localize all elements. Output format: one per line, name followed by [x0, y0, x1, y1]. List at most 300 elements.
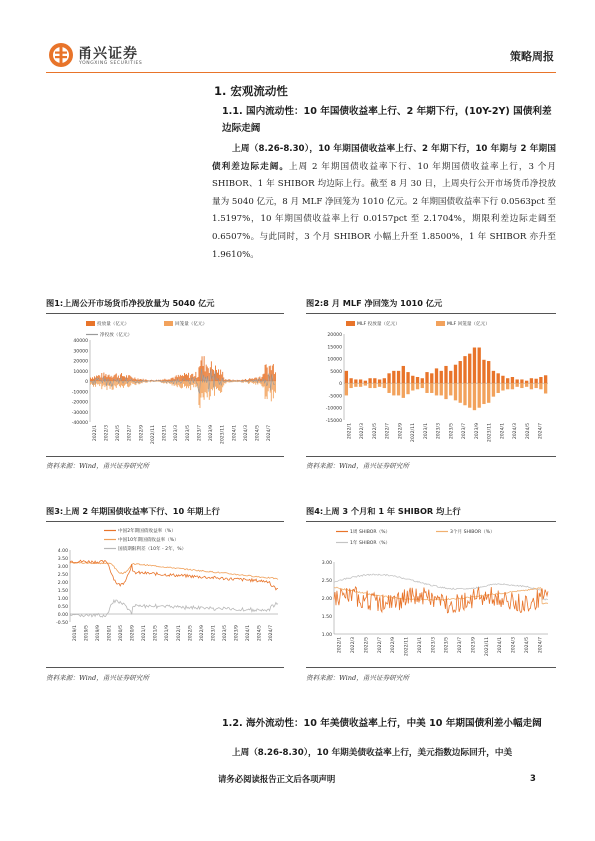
- withdrawal-bar: [244, 381, 245, 382]
- y-tick-label: 3.00: [57, 565, 68, 570]
- y-tick-label: 1.50: [321, 615, 332, 620]
- x-tick-label: 2020/1: [107, 625, 113, 642]
- x-tick-label: 2024/1: [246, 625, 252, 642]
- mlf-inflow-bar: [449, 371, 452, 383]
- withdrawal-bar: [269, 381, 270, 388]
- injection-bar: [90, 378, 91, 381]
- withdrawal-bar: [263, 381, 264, 387]
- mlf-outflow-bar: [349, 383, 352, 388]
- y-tick-label: 2.00: [57, 581, 68, 586]
- x-tick-label: 2022/5: [188, 625, 194, 642]
- x-tick-label: 2022/5: [116, 425, 122, 442]
- injection-bar: [166, 380, 167, 381]
- mlf-inflow-bar: [411, 376, 414, 383]
- x-tick-label: 2023/3: [174, 425, 180, 442]
- mlf-outflow-bar: [387, 383, 390, 393]
- x-tick-label: 2023/3: [431, 637, 437, 654]
- y-tick-label: 1.00: [57, 597, 68, 602]
- x-tick-label: 2022/9: [391, 637, 397, 654]
- mlf-inflow-bar: [520, 379, 523, 383]
- x-tick-label: 2023/5: [449, 423, 455, 440]
- injection-bar: [247, 380, 248, 381]
- page-header: [46, 40, 556, 70]
- mlf-outflow-bar: [525, 383, 528, 387]
- x-tick-label: 2022/3: [360, 423, 366, 440]
- mlf-outflow-bar: [425, 383, 428, 393]
- withdrawal-bar: [202, 381, 203, 393]
- y-tick-label: -10000: [325, 406, 342, 412]
- x-tick-label: 2023/1: [211, 625, 217, 642]
- figure-3-title: 图3:上周 2 年期国债收益率下行、10 年期上行: [46, 506, 220, 516]
- withdrawal-bar: [249, 381, 250, 383]
- legend-label: 国债期限利差（10年 - 2年，%）: [118, 547, 187, 552]
- withdrawal-bar: [191, 381, 192, 385]
- term-spread-line: [70, 600, 278, 617]
- report-type: 策略周报: [510, 50, 554, 63]
- figure-1-rule: [46, 313, 284, 314]
- withdrawal-bar: [129, 381, 130, 386]
- y-tick-label: 15000: [327, 345, 342, 351]
- mlf-outflow-bar: [416, 383, 419, 389]
- mlf-inflow-bar: [378, 379, 381, 383]
- x-tick-label: 2024/7: [538, 637, 544, 654]
- legend-swatch: [86, 321, 95, 326]
- x-tick-label: 2023/11: [220, 425, 226, 445]
- x-tick-label: 2024/5: [257, 625, 263, 642]
- x-tick-label: 2022/1: [347, 423, 353, 440]
- mlf-outflow-bar: [468, 383, 471, 408]
- withdrawal-bar: [115, 381, 116, 386]
- withdrawal-bar: [183, 381, 184, 384]
- injection-bar: [196, 378, 197, 381]
- mlf-outflow-bar: [383, 383, 386, 388]
- mlf-inflow-bar: [492, 371, 495, 383]
- mlf-inflow-bar: [440, 371, 443, 383]
- section-heading: 1. 宏观流动性: [214, 84, 288, 98]
- withdrawal-bar: [158, 381, 159, 382]
- mlf-inflow-bar: [364, 381, 367, 383]
- withdrawal-bar: [215, 381, 216, 387]
- mlf-inflow-bar: [368, 378, 371, 383]
- mlf-inflow-bar: [435, 368, 438, 383]
- mlf-inflow-bar: [359, 379, 362, 383]
- injection-bar: [139, 380, 140, 381]
- legend-swatch: [346, 321, 355, 326]
- legend-label: 中国10年期国债收益率（%）: [118, 538, 179, 543]
- mlf-outflow-bar: [506, 383, 509, 389]
- injection-bar: [266, 364, 267, 381]
- injection-bar: [162, 380, 163, 381]
- injection-bar: [110, 377, 111, 381]
- y-tick-label: -20000: [71, 400, 88, 406]
- injection-bar: [134, 377, 135, 381]
- withdrawal-bar: [194, 381, 195, 384]
- injection-bar: [220, 370, 221, 381]
- x-tick-label: 2022/7: [385, 423, 391, 440]
- mlf-outflow-bar: [539, 383, 542, 389]
- mlf-outflow-bar: [406, 383, 409, 394]
- mlf-inflow-bar: [487, 361, 490, 383]
- withdrawal-bar: [255, 381, 256, 385]
- x-tick-label: 2023/9: [471, 637, 477, 654]
- brand-name: 甬兴证券: [78, 46, 138, 62]
- mlf-outflow-bar: [440, 383, 443, 395]
- x-tick-label: 2023/7: [458, 637, 464, 654]
- withdrawal-bar: [204, 381, 205, 400]
- mlf-inflow-bar: [406, 372, 409, 383]
- mlf-outflow-bar: [492, 383, 495, 397]
- injection-bar: [184, 373, 185, 381]
- x-tick-label: 2024/5: [525, 423, 531, 440]
- withdrawal-bar: [272, 381, 273, 390]
- x-tick-label: 2022/5: [364, 637, 370, 654]
- figure-4-rule: [306, 521, 556, 522]
- withdrawal-bar: [151, 381, 152, 382]
- mlf-inflow-bar: [397, 371, 400, 383]
- y-tick-label: 0: [339, 382, 342, 388]
- mlf-outflow-bar: [368, 383, 371, 388]
- injection-bar: [127, 378, 128, 381]
- paragraph-lead: 上周（8.26-8.30），10 年期国债收益率上行、2 年期下行，10 年期与 2 年期国债利差边际走阔。: [212, 144, 556, 172]
- x-tick-label: 2022/9: [398, 423, 404, 440]
- mlf-inflow-bar: [454, 365, 457, 383]
- withdrawal-bar: [265, 381, 266, 399]
- y-tick-label: 5000: [330, 369, 342, 375]
- mlf-outflow-bar: [482, 383, 485, 404]
- x-tick-label: 2024/1: [498, 637, 504, 654]
- x-tick-label: 2022/3: [104, 425, 110, 442]
- injection-bar: [179, 376, 180, 381]
- mlf-outflow-bar: [473, 383, 476, 410]
- mlf-outflow-bar: [373, 383, 376, 388]
- mlf-inflow-bar: [354, 379, 357, 383]
- mlf-inflow-bar: [459, 361, 462, 383]
- x-tick-label: 2021/5: [153, 625, 159, 642]
- mlf-inflow-bar: [482, 360, 485, 383]
- y-tick-label: 20000: [73, 359, 88, 365]
- mlf-inflow-bar: [534, 379, 537, 383]
- withdrawal-bar: [131, 381, 132, 383]
- mlf-outflow-bar: [392, 383, 395, 395]
- withdrawal-bar: [99, 381, 100, 386]
- injection-bar: [122, 376, 123, 381]
- withdrawal-bar: [121, 381, 122, 385]
- injection-bar: [181, 376, 182, 381]
- injection-bar: [172, 378, 173, 381]
- figure-3-source: 资料来源：Wind，甬兴证券研究所: [46, 674, 149, 682]
- mlf-outflow-bar: [478, 383, 481, 408]
- legend-swatch: [436, 321, 445, 326]
- withdrawal-bar: [212, 381, 213, 390]
- injection-bar: [241, 380, 242, 381]
- page-number: 3: [530, 773, 536, 783]
- y-tick-label: 3.50: [57, 557, 68, 562]
- mlf-inflow-bar: [392, 371, 395, 383]
- x-tick-label: 2024/1: [500, 423, 506, 440]
- y-tick-label: 1.50: [57, 589, 68, 594]
- shibor-1w-line: [334, 587, 548, 613]
- paragraph-body: 上周 2 年期国债收益率下行、10 年期国债收益率上行，3 个月 SHIBOR、1 年 SHIBOR 均边际上行。截至 8 月 30 日，上周央行公开市场货币净投放量为 5040 亿元，8 月 MLF 净回笼为 1010 亿元。2 年期国债收益率下行 0.0563pct 至 1.5197%，10 年期国债收益率上行 0.0157pct 至 2.1704%，期限利差边际走阔至 0.6507%。与此同时，3 个月 SHIBOR 小幅上升至 1.8500%，1 年 SHIBOR 亦升至 1.9610%。: [212, 161, 556, 260]
- x-tick-label: 2022/9: [199, 625, 205, 642]
- withdrawal-bar: [206, 381, 207, 393]
- injection-bar: [169, 379, 170, 381]
- x-tick-label: 2022/11: [411, 423, 417, 443]
- injection-bar: [262, 377, 263, 381]
- withdrawal-bar: [250, 381, 251, 382]
- legend-label: MLF 投放量（亿元）: [357, 322, 400, 327]
- mlf-inflow-bar: [387, 373, 390, 383]
- x-tick-label: 2023/3: [436, 423, 442, 440]
- withdrawal-bar: [98, 381, 99, 384]
- mlf-outflow-bar: [421, 383, 424, 388]
- mlf-inflow-bar: [506, 378, 509, 383]
- x-tick-label: 2023/5: [223, 625, 228, 642]
- withdrawal-bar: [207, 381, 208, 397]
- withdrawal-bar: [216, 381, 217, 389]
- injection-bar: [165, 379, 166, 381]
- y-tick-label: 2.50: [321, 579, 332, 584]
- y-tick-label: -15000: [325, 419, 342, 424]
- injection-bar: [189, 378, 190, 381]
- y-tick-label: 0.50: [57, 605, 68, 610]
- withdrawal-bar: [227, 381, 228, 382]
- figure-4-bottom-rule: [306, 667, 556, 668]
- x-tick-label: 2022/9: [139, 425, 145, 442]
- injection-bar: [209, 373, 210, 381]
- x-tick-label: 2024/7: [269, 625, 275, 642]
- x-tick-label: 2024/1: [232, 425, 238, 442]
- withdrawal-bar: [108, 381, 109, 385]
- withdrawal-bar: [222, 381, 223, 387]
- legend-label: 净投放（亿元）: [100, 333, 133, 338]
- mlf-outflow-bar: [397, 383, 400, 395]
- injection-bar: [273, 364, 274, 381]
- injection-bar: [180, 375, 181, 381]
- footer-disclaimer: 请务必阅读报告正文后各项声明: [218, 774, 336, 784]
- x-tick-label: 2020/5: [119, 625, 124, 642]
- subsection-heading: 1.1. 国内流动性：10 年国债收益率上行、2 年期下行，(10Y-2Y) 国债利差边际走阔: [222, 106, 552, 134]
- mlf-outflow-bar: [454, 383, 457, 400]
- y-tick-label: 4.00: [57, 549, 68, 554]
- injection-bar: [119, 378, 120, 381]
- injection-bar: [146, 380, 147, 381]
- injection-bar: [123, 376, 124, 381]
- injection-bar: [274, 374, 275, 381]
- x-tick-label: 2019/9: [95, 625, 101, 642]
- mlf-inflow-bar: [525, 381, 528, 383]
- brand-name-en: YONGXING SECURITIES: [79, 61, 143, 66]
- x-tick-label: 2022/3: [351, 637, 357, 654]
- y-tick-label: 2.50: [57, 573, 68, 578]
- withdrawal-bar: [274, 381, 275, 391]
- injection-bar: [153, 380, 154, 381]
- y-tick-label: 0: [85, 380, 88, 385]
- withdrawal-bar: [186, 381, 187, 388]
- x-tick-label: 2022/1: [92, 425, 98, 442]
- x-tick-label: 2022/11: [150, 425, 156, 445]
- x-tick-label: 2021/1: [142, 625, 148, 642]
- paragraph-2-lead: 上周（8.26-8.30），10 年期美债收益率上行，美元指数边际回升，中美: [232, 748, 513, 758]
- figure-2-source: 资料来源：Wind，甬兴证券研究所: [306, 462, 409, 470]
- mlf-inflow-bar: [516, 379, 519, 383]
- mlf-inflow-bar: [511, 377, 514, 383]
- x-tick-label: 2019/5: [84, 625, 90, 642]
- mlf-inflow-bar: [478, 348, 481, 384]
- y-tick-label: 1.00: [321, 633, 332, 638]
- mlf-inflow-bar: [383, 378, 386, 383]
- withdrawal-bar: [124, 381, 125, 386]
- withdrawal-bar: [96, 381, 97, 384]
- y-tick-label: 3.00: [321, 561, 332, 566]
- injection-bar: [116, 373, 117, 381]
- injection-bar: [101, 373, 102, 381]
- withdrawal-bar: [175, 381, 176, 385]
- mlf-outflow-bar: [530, 383, 533, 389]
- injection-bar: [265, 365, 266, 381]
- legend-label: 3个月 SHIBOR（%）: [450, 530, 495, 535]
- mlf-outflow-bar: [345, 383, 348, 395]
- mlf-inflow-bar: [421, 378, 424, 383]
- withdrawal-bar: [228, 381, 229, 382]
- withdrawal-bar: [128, 381, 129, 387]
- y-tick-label: -0.50: [56, 621, 68, 626]
- mlf-outflow-bar: [511, 383, 514, 389]
- legend-label: 回笼量（亿元）: [175, 322, 208, 327]
- x-tick-label: 2024/7: [538, 423, 544, 440]
- withdrawal-bar: [185, 381, 186, 386]
- legend-label: MLF 回笼量（亿元）: [447, 322, 490, 327]
- mlf-outflow-bar: [459, 383, 462, 403]
- x-tick-label: 2023/1: [162, 425, 168, 442]
- injection-bar: [224, 380, 225, 381]
- x-tick-label: 2023/1: [423, 423, 429, 440]
- cn-10y-yield-line: [70, 562, 278, 579]
- mlf-outflow-bar: [449, 383, 452, 395]
- x-tick-label: 2022/7: [377, 637, 383, 654]
- withdrawal-bar: [205, 381, 206, 392]
- injection-bar: [186, 374, 187, 381]
- mlf-inflow-bar: [497, 373, 500, 383]
- x-tick-label: 2019/1: [72, 625, 78, 642]
- mlf-inflow-bar: [468, 354, 471, 383]
- mlf-outflow-bar: [354, 383, 357, 387]
- withdrawal-bar: [116, 381, 117, 388]
- mlf-inflow-bar: [539, 377, 542, 383]
- body-paragraph: [212, 141, 556, 264]
- x-tick-label: 2024/7: [267, 425, 273, 442]
- mlf-inflow-bar: [544, 375, 547, 383]
- figure-4-source: 资料来源：Wind，甬兴证券研究所: [306, 674, 409, 682]
- figure-3-rule: [46, 521, 284, 522]
- mlf-outflow-bar: [544, 383, 547, 393]
- withdrawal-bar: [130, 381, 131, 385]
- legend-label: 1年 SHIBOR（%）: [350, 541, 391, 546]
- y-tick-label: -40000: [71, 421, 88, 426]
- mlf-outflow-bar: [411, 383, 414, 390]
- mlf-outflow-bar: [497, 383, 500, 393]
- mlf-outflow-bar: [534, 383, 537, 388]
- mlf-inflow-bar: [463, 356, 466, 383]
- mlf-outflow-bar: [463, 383, 466, 405]
- injection-bar: [275, 372, 276, 381]
- mlf-outflow-bar: [378, 383, 381, 387]
- withdrawal-bar: [184, 381, 185, 387]
- mlf-outflow-bar: [501, 383, 504, 390]
- injection-bar: [212, 369, 213, 381]
- mlf-inflow-bar: [473, 348, 476, 384]
- withdrawal-bar: [104, 381, 105, 387]
- figure-4-title: 图4:上周 3 个月和 1 年 SHIBOR 均上行: [306, 506, 461, 516]
- x-tick-label: 2023/9: [234, 625, 240, 642]
- mlf-outflow-bar: [516, 383, 519, 387]
- x-tick-label: 2023/11: [487, 423, 493, 443]
- mlf-outflow-bar: [430, 383, 433, 393]
- cn-2y-yield-line: [70, 560, 278, 590]
- injection-bar: [225, 379, 226, 381]
- x-tick-label: 2023/1: [417, 637, 423, 654]
- injection-bar: [132, 378, 133, 381]
- injection-bar: [197, 377, 198, 381]
- x-tick-label: 2023/7: [462, 423, 468, 440]
- legend-label: 中国2年期国债收益率（%）: [118, 529, 176, 534]
- y-tick-label: 0.00: [57, 613, 68, 618]
- y-tick-label: -30000: [71, 410, 88, 416]
- y-tick-label: -10000: [71, 390, 88, 396]
- figure-4-chart: [306, 524, 556, 660]
- x-tick-label: 2022/1: [176, 625, 182, 642]
- mlf-inflow-bar: [373, 378, 376, 383]
- x-tick-label: 2024/3: [513, 423, 519, 440]
- withdrawal-bar: [125, 381, 126, 384]
- withdrawal-bar: [217, 381, 218, 388]
- figure-2-title: 图2:8 月 MLF 净回笼为 1010 亿元: [306, 298, 443, 308]
- mlf-inflow-bar: [345, 371, 348, 383]
- y-tick-label: 40000: [73, 339, 88, 344]
- x-tick-label: 2024/3: [511, 637, 517, 654]
- figure-3-chart: [46, 524, 284, 660]
- withdrawal-bar: [120, 381, 121, 387]
- figure-3-bottom-rule: [46, 667, 284, 668]
- mlf-outflow-bar: [364, 383, 367, 385]
- y-tick-label: 30000: [73, 349, 88, 355]
- legend-label: 1周 SHIBOR（%）: [350, 530, 391, 535]
- figure-1-source: 资料来源：Wind，甬兴证券研究所: [46, 462, 149, 470]
- withdrawal-bar: [258, 381, 259, 383]
- withdrawal-bar: [267, 381, 268, 399]
- withdrawal-bar: [201, 381, 202, 398]
- mlf-outflow-bar: [520, 383, 523, 388]
- legend-label: 投放量（亿元）: [97, 322, 130, 327]
- figure-2-chart: [306, 316, 556, 448]
- mlf-inflow-bar: [430, 373, 433, 383]
- legend-swatch: [164, 321, 173, 326]
- figure-1-chart: [46, 316, 284, 448]
- x-tick-label: 2021/9: [165, 625, 171, 642]
- withdrawal-bar: [156, 381, 157, 382]
- brand-logo-icon: [48, 42, 74, 68]
- y-tick-label: 20000: [327, 333, 342, 338]
- x-tick-label: 2022/1: [337, 637, 343, 654]
- injection-bar: [261, 379, 262, 381]
- injection-bar: [267, 368, 268, 381]
- withdrawal-bar: [114, 381, 115, 385]
- y-tick-label: 2.00: [321, 597, 332, 602]
- injection-bar: [91, 379, 92, 381]
- injection-bar: [129, 375, 130, 381]
- injection-bar: [219, 375, 220, 381]
- mlf-inflow-bar: [501, 376, 504, 383]
- x-tick-label: 2023/7: [197, 425, 203, 442]
